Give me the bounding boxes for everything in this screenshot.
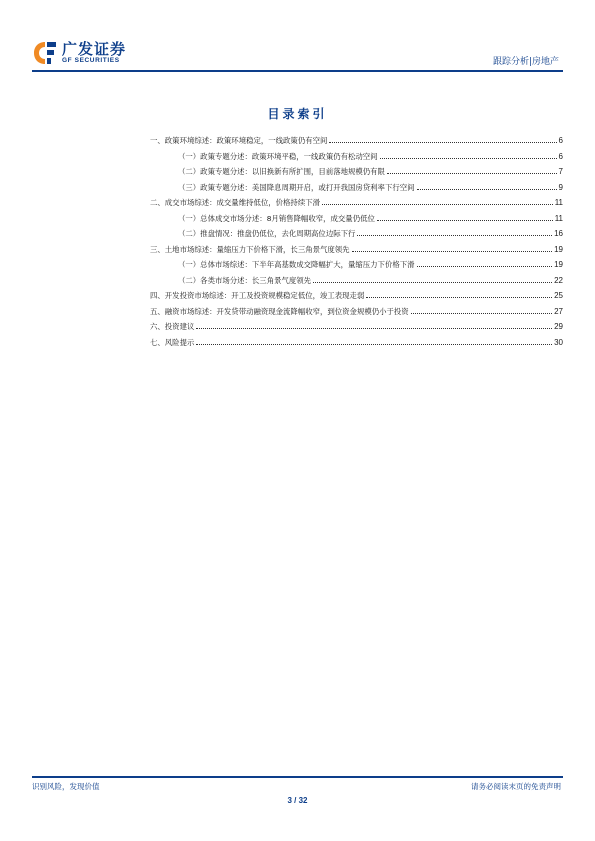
- toc-entry[interactable]: [150, 290, 563, 306]
- page-number: 3 / 32: [287, 796, 308, 805]
- toc-entry-text: 二、成交市场综述：成交量维持低位，价格持续下滑: [150, 198, 320, 207]
- toc-leader-dots: [313, 276, 552, 283]
- toc-leader-dots: [322, 198, 553, 205]
- toc-entry-page: 19: [554, 244, 563, 254]
- toc-leader-dots: [196, 338, 552, 345]
- toc-entry[interactable]: [150, 259, 563, 275]
- toc-entry-text: （一）政策专题分述：政策环境平稳，一线政策仍有松动空间: [178, 151, 378, 161]
- toc-entry-text: （三）政策专题分述：美国降息周期开启，或打开我国房贷利率下行空间: [178, 182, 415, 192]
- toc-leader-dots: [352, 245, 553, 252]
- toc-leader-dots: [329, 136, 556, 143]
- toc-leader-dots: [411, 307, 552, 314]
- toc-entry[interactable]: [150, 337, 563, 353]
- toc-leader-dots: [417, 260, 553, 267]
- table-of-contents: [150, 135, 563, 352]
- footer-divider: [32, 776, 563, 778]
- toc-entry[interactable]: [150, 306, 563, 322]
- toc-leader-dots: [357, 229, 552, 236]
- toc-entry-page: 11: [554, 213, 563, 223]
- footer-disclaimer-note: 请务必阅读末页的免责声明: [471, 782, 561, 791]
- toc-title: 目录索引: [267, 107, 328, 121]
- toc-entry[interactable]: [150, 166, 563, 182]
- header-divider: [32, 70, 563, 72]
- toc-entry-text: （二）推盘情况：推盘仍低位，去化周期高位边际下行: [178, 229, 356, 238]
- toc-entry-text: 三、土地市场综述：量缩压力下价格下滑，长三角景气度领先: [150, 244, 350, 254]
- toc-entry[interactable]: [150, 244, 563, 260]
- toc-entry-text: （二）各类市场分述：长三角景气度领先: [178, 275, 312, 285]
- toc-entry[interactable]: [150, 135, 563, 151]
- toc-entry-page: 7: [558, 167, 563, 176]
- toc-entry-text: 四、开发投资市场综述：开工及投资规模稳定低位，竣工表现走弱: [150, 291, 365, 300]
- toc-entry[interactable]: [150, 321, 563, 337]
- toc-entry-page: 6: [558, 136, 563, 145]
- gf-logo-icon: [32, 40, 58, 66]
- toc-entry[interactable]: [150, 151, 563, 167]
- company-logo: [32, 38, 142, 70]
- toc-entry-text: （一）总体市场综述：下半年高基数成交降幅扩大，量缩压力下价格下滑: [178, 260, 415, 269]
- toc-entry-text: 一、政策环境综述：政策环境稳定，一线政策仍有空间: [150, 136, 328, 145]
- toc-leader-dots: [380, 152, 557, 159]
- toc-entry-text: 七、风险提示: [150, 337, 195, 347]
- page-header: [32, 38, 563, 70]
- toc-entry-page: 6: [558, 151, 563, 161]
- report-type: 跟踪分析|房地产: [492, 57, 559, 67]
- toc-entry[interactable]: [150, 213, 563, 229]
- toc-entry-page: 19: [554, 260, 563, 269]
- logo-english-name: GF SECURITIES: [62, 57, 120, 64]
- toc-entry-page: 25: [554, 291, 563, 300]
- toc-entry-page: 11: [554, 198, 563, 207]
- toc-entry-page: 22: [554, 275, 563, 285]
- toc-entry-text: 五、融资市场综述：开发贷带动融资现金流降幅收窄，到位资金规模仍小于投资: [150, 306, 409, 316]
- toc-entry-page: 30: [554, 337, 563, 347]
- toc-leader-dots: [387, 167, 557, 174]
- toc-entry[interactable]: [150, 197, 563, 213]
- toc-entry-page: 9: [558, 182, 563, 192]
- toc-entry[interactable]: [150, 228, 563, 244]
- toc-entry-text: （一）总体成交市场分述：8月销售降幅收窄，成交量仍低位: [178, 213, 375, 223]
- logo-chinese-name: 广发证券: [62, 40, 127, 58]
- toc-leader-dots: [417, 183, 557, 190]
- footer-slogan: 识别风险，发现价值: [32, 782, 100, 791]
- toc-entry-page: 27: [554, 306, 563, 316]
- toc-entry-text: （二）政策专题分述：以旧换新有所扩围，目前落地规模仍有限: [178, 167, 385, 176]
- toc-leader-dots: [196, 322, 552, 329]
- toc-entry-page: 16: [554, 229, 563, 238]
- toc-entry[interactable]: [150, 275, 563, 291]
- toc-entry-page: 29: [554, 322, 563, 331]
- toc-leader-dots: [377, 214, 553, 221]
- toc-leader-dots: [366, 291, 552, 298]
- toc-entry[interactable]: [150, 182, 563, 198]
- toc-entry-text: 六、投资建议: [150, 322, 195, 331]
